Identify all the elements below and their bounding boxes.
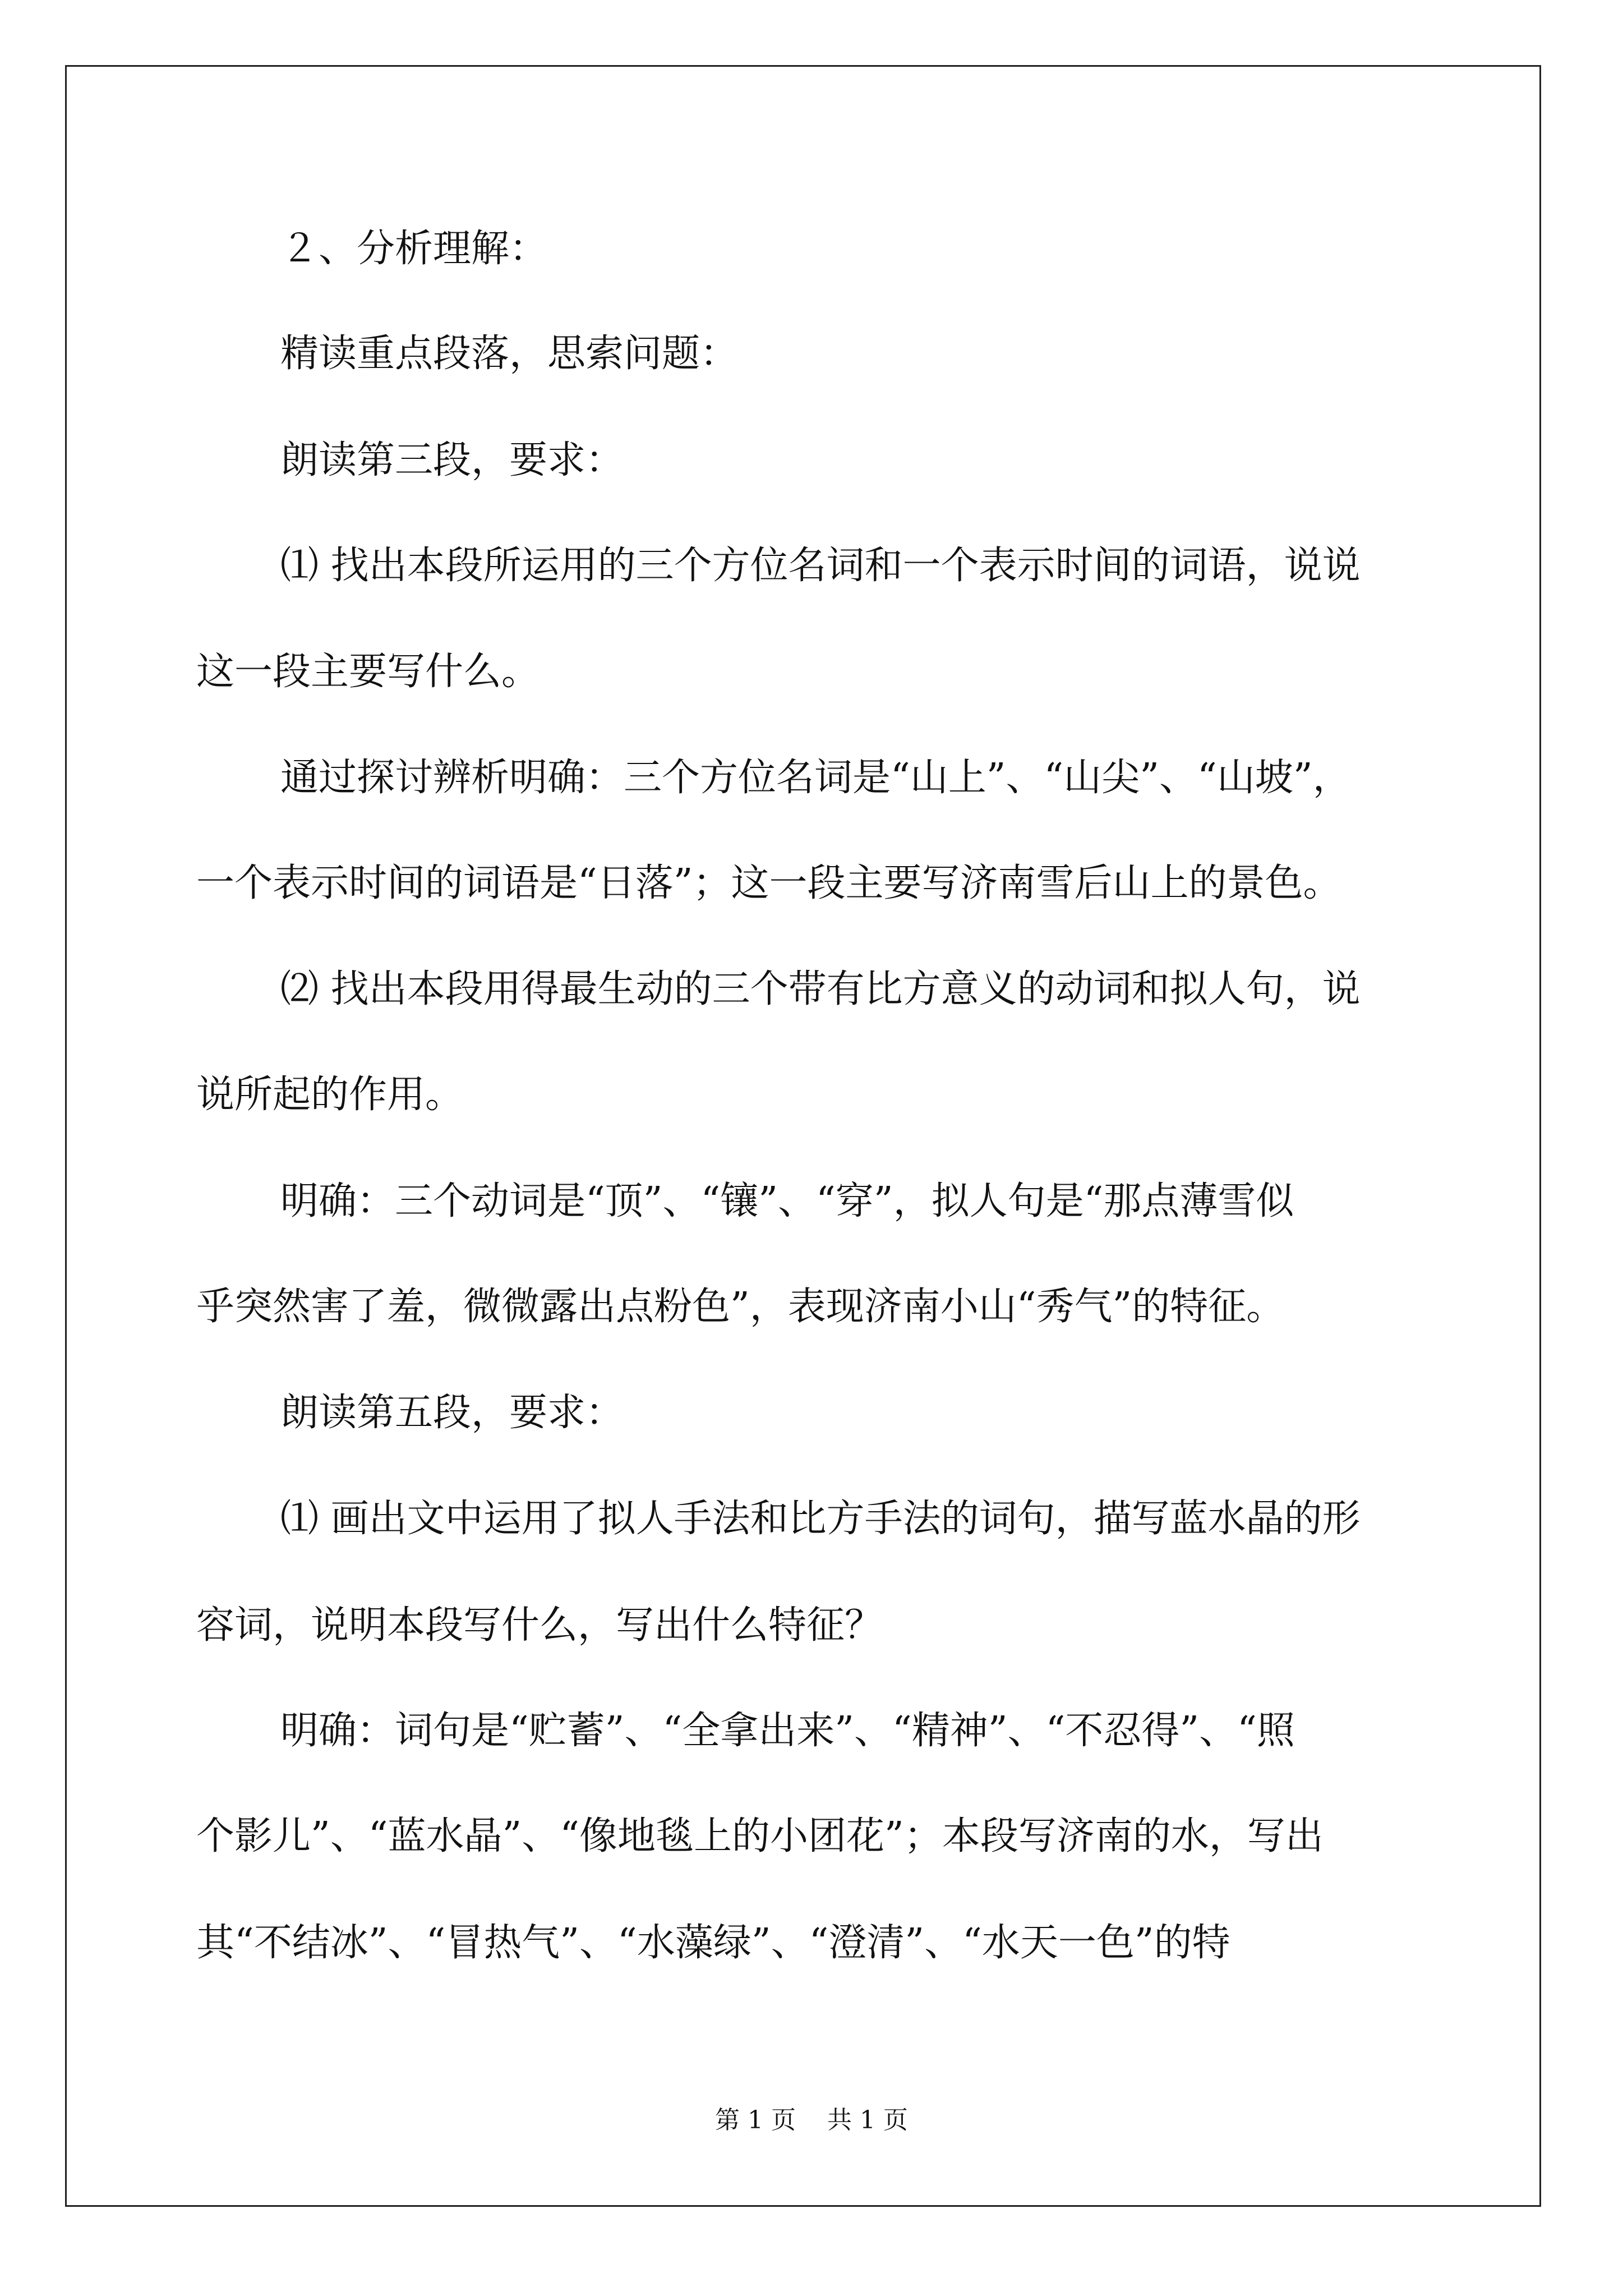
paragraph-line: 通过探讨辨析明确：三个方位名词是“山上”、“山尖”、“山坡”， xyxy=(280,756,1351,800)
paragraph-line: 个影儿”、“蓝水晶”、“像地毯上的小团花”；本段写济南的水，写出 xyxy=(196,1814,1324,1858)
page-border xyxy=(65,65,1541,2207)
paragraph-line: 一个表示时间的词语是“日落”；这一段主要写济南雪后山上的景色。 xyxy=(196,861,1341,905)
paragraph-line: 明确：词句是“贮蓄”、“全拿出来”、“精神”、“不忍得”、“照 xyxy=(280,1709,1295,1753)
paragraph-line: 其“不结冰”、“冒热气”、“水藻绿”、“澄清”、“水天一色”的特 xyxy=(196,1921,1230,1965)
page-number-footer: 第 1 页 共 1 页 xyxy=(715,2106,908,2134)
paragraph-line: 容词，说明本段写什么，写出什么特征？ xyxy=(196,1603,883,1648)
paragraph-line: ⑵ 找出本段用得最生动的三个带有比方意义的动词和拟人句，说 xyxy=(280,967,1361,1011)
paragraph-line: 明确：三个动词是“顶”、“镶”、“穿”，拟人句是“那点薄雪似 xyxy=(280,1179,1294,1223)
paragraph-line: 朗读第三段，要求： xyxy=(280,438,624,482)
paragraph-line: 精读重点段落，思索问题： xyxy=(280,332,739,376)
paragraph-line: 朗读第五段，要求： xyxy=(280,1391,624,1435)
paragraph-line: ⑴ 找出本段所运用的三个方位名词和一个表示时间的词语，说说 xyxy=(280,544,1361,588)
paragraph-line: ⑴ 画出文中运用了拟人手法和比方手法的词句，描写蓝水晶的形 xyxy=(280,1497,1361,1541)
paragraph-line: 这一段主要写什么。 xyxy=(196,650,540,694)
section-heading: ２、分析理解： xyxy=(280,227,548,271)
paragraph-line: 乎突然害了羞，微微露出点粉色”，表现济南小山“秀气”的特征。 xyxy=(196,1285,1285,1329)
paragraph-line: 说所起的作用。 xyxy=(196,1073,464,1117)
